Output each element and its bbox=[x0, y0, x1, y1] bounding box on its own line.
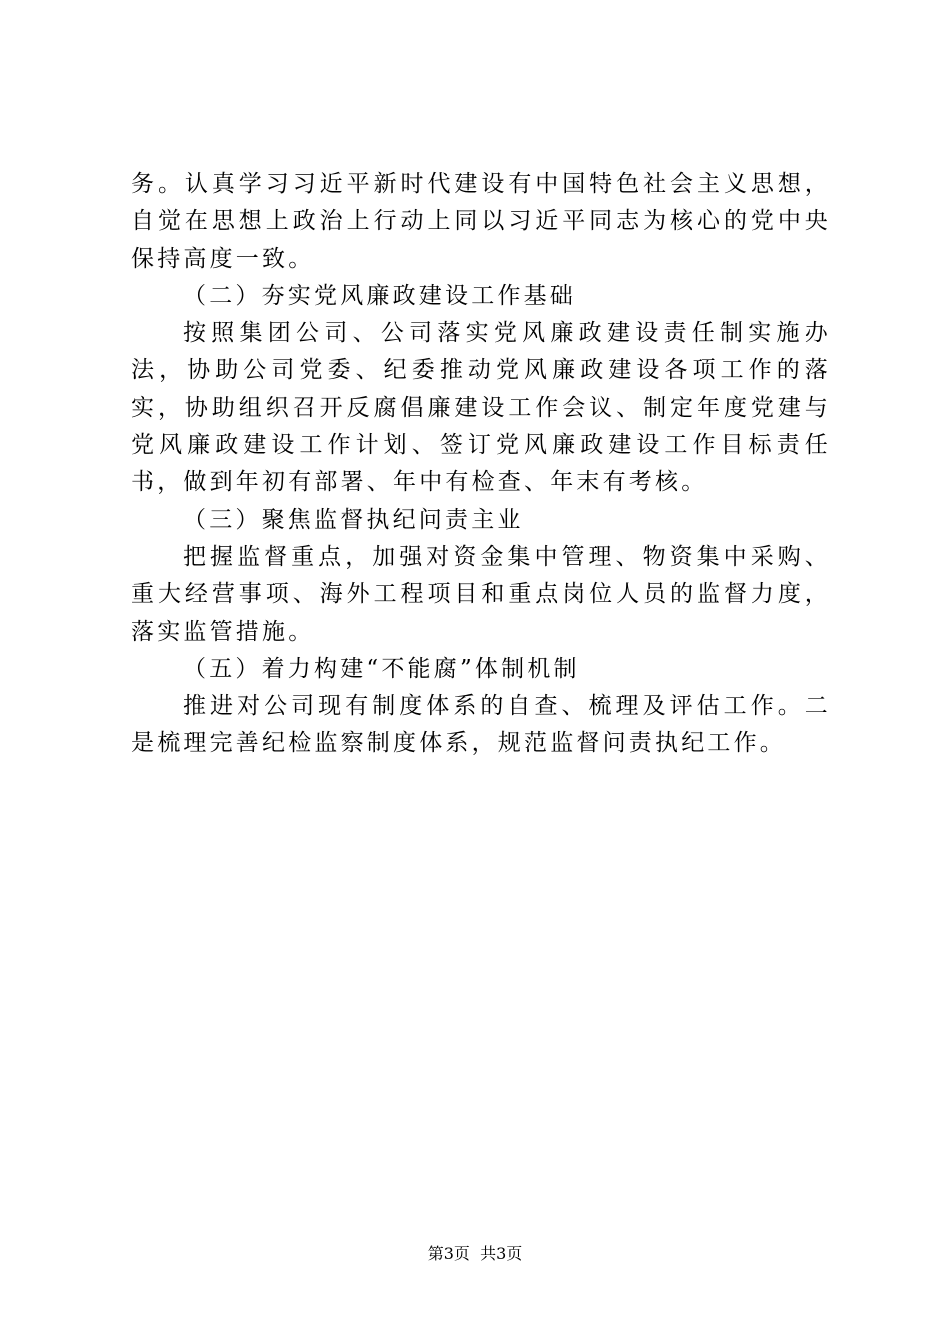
section-heading-5: （五）着力构建“不能腐”体制机制 bbox=[183, 655, 580, 682]
paragraph-continuation: 务。认真学习习近平新时代建设有中国特色社会主义思想，自觉在思想上政治上行动上同以习近平同志为核心的党中央保持高度一致。 bbox=[131, 171, 831, 272]
page-footer bbox=[0, 1244, 950, 1264]
paragraph-supervision: 把握监督重点，加强对资金集中管理、物资集中采购、重大经营事项、海外工程项目和重点岗位人员的监督力度，落实监管措施。 bbox=[131, 543, 831, 645]
section-heading-2: （二）夯实党风廉政建设工作基础 bbox=[183, 282, 576, 309]
section-heading-3: （三）聚焦监督执纪问责主业 bbox=[183, 506, 524, 533]
paragraph-system-review: 推进对公司现有制度体系的自查、梳理及评估工作。二是梳理完善纪检监察制度体系，规范监督问责执纪工作。 bbox=[131, 693, 831, 757]
page-number-label: 第3页 共3页 bbox=[427, 1244, 523, 1263]
document-body bbox=[131, 166, 831, 763]
paragraph-responsibility: 按照集团公司、公司落实党风廉政建设责任制实施办法，协助公司党委、纪委推动党风廉政建设各项工作的落实，协助组织召开反腐倡廉建设工作会议、制定年度党建与党风廉政建设工作计划、签订党风廉政建设工作目标责任书，做到年初有部署、年中有检查、年末有考核。 bbox=[131, 320, 831, 496]
